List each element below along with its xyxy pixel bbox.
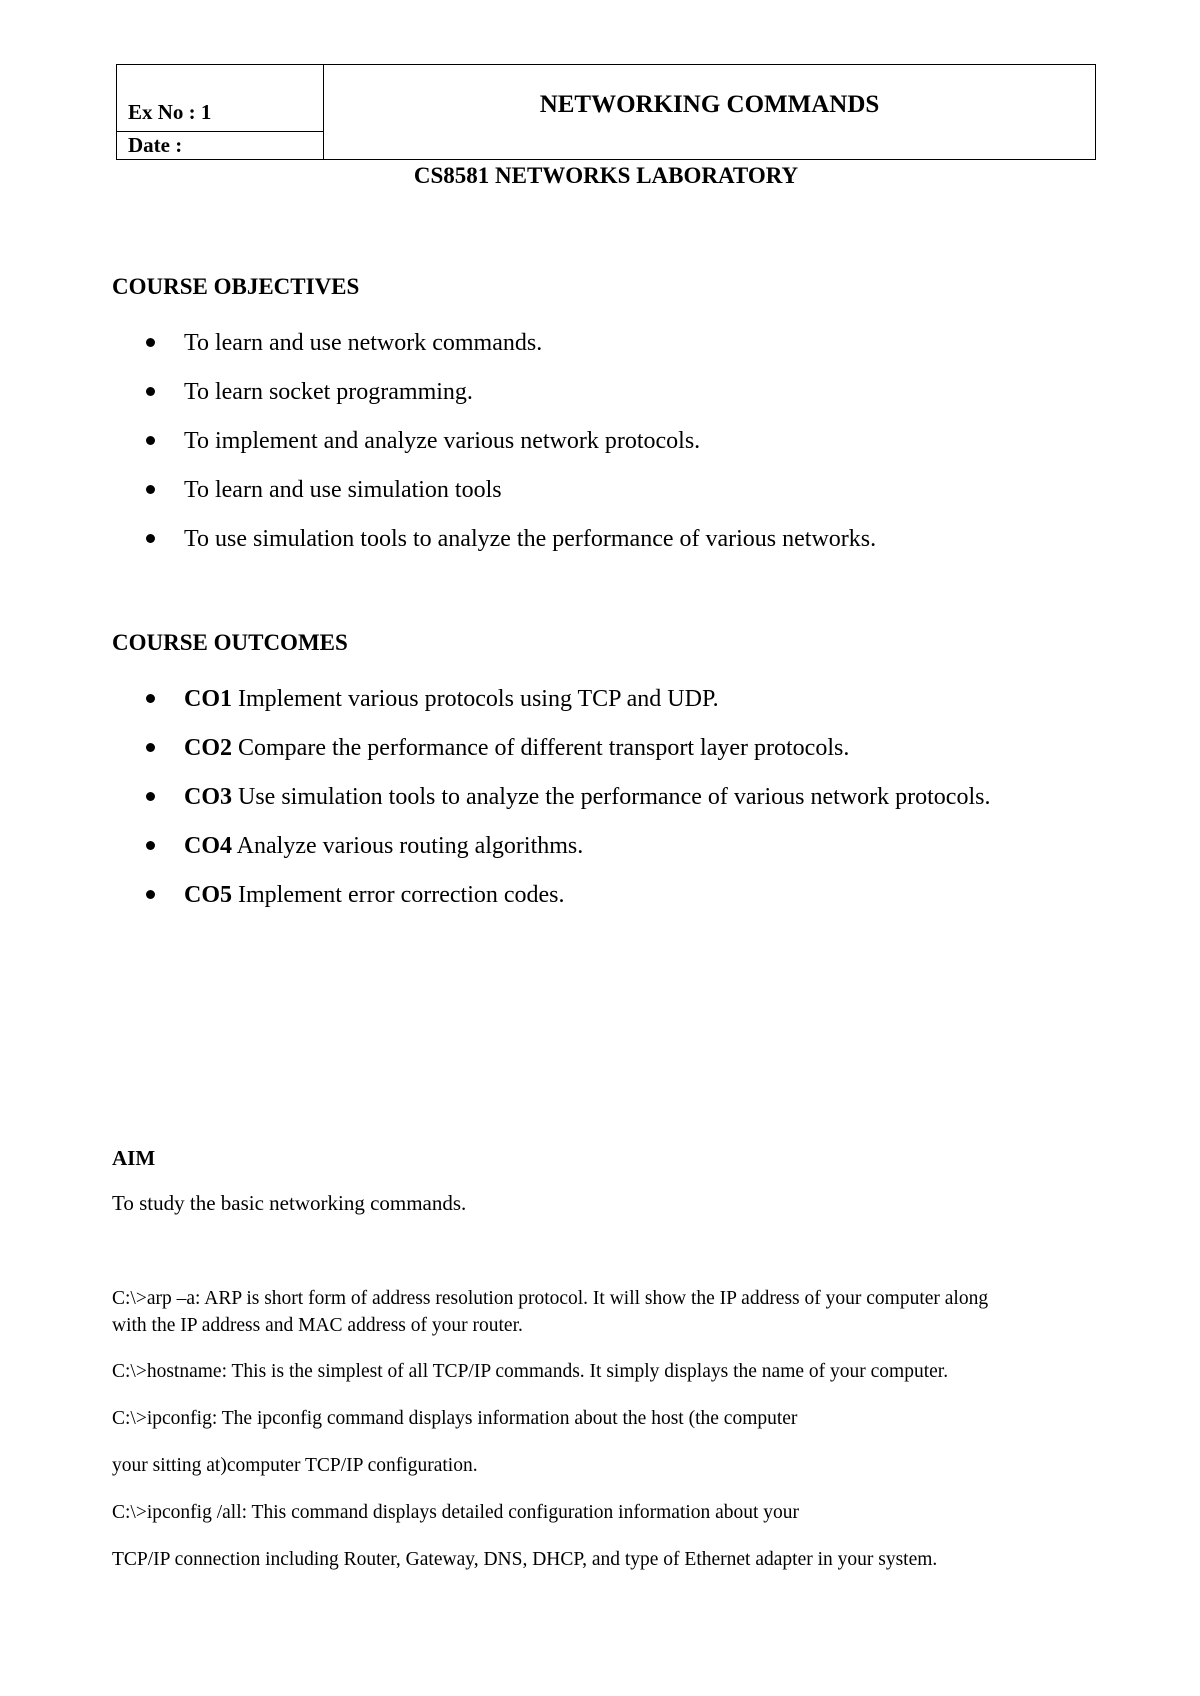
list-item bbox=[112, 733, 990, 782]
list-item bbox=[112, 328, 876, 377]
outcome-code: CO2 bbox=[184, 735, 232, 761]
bullet-icon bbox=[146, 436, 155, 445]
lab-title: CS8581 NETWORKS LABORATORY bbox=[413, 163, 799, 188]
objective-text: To use simulation tools to analyze the performance of various networks. bbox=[184, 526, 877, 552]
bullet-icon bbox=[146, 694, 155, 703]
outcome-text: Implement various protocols using TCP and UDP. bbox=[232, 686, 719, 712]
objective-text: To implement and analyze various network protocols. bbox=[184, 428, 701, 454]
header-left-column bbox=[117, 65, 324, 159]
bullet-icon bbox=[146, 890, 155, 899]
exercise-title: NETWORKING COMMANDS bbox=[539, 91, 880, 118]
objective-text: To learn and use network commands. bbox=[184, 330, 543, 356]
list-item bbox=[112, 475, 876, 524]
list-item bbox=[112, 831, 990, 880]
list-item bbox=[112, 377, 876, 426]
bullet-icon bbox=[146, 485, 155, 494]
list-item bbox=[112, 880, 990, 929]
objectives-list bbox=[112, 328, 876, 573]
objective-text: To learn socket programming. bbox=[184, 379, 473, 405]
aim-text: To study the basic networking commands. bbox=[112, 1191, 467, 1215]
outcome-text: Implement error correction codes. bbox=[232, 882, 565, 908]
hostname-command-description: C:\>hostname: This is the simplest of all TCP/IP commands. It simply displays the name of your computer. bbox=[112, 1361, 949, 1382]
objective-text: To learn and use simulation tools bbox=[184, 477, 502, 503]
ipconfig-all-line-2: TCP/IP connection including Router, Gateway, DNS, DHCP, and type of Ethernet adapter in your system. bbox=[112, 1549, 938, 1570]
outcome-text: Analyze various routing algorithms. bbox=[232, 833, 584, 859]
exercise-date: Date : bbox=[128, 133, 183, 157]
bullet-icon bbox=[146, 841, 155, 850]
outcome-text: Compare the performance of different transport layer protocols. bbox=[232, 735, 850, 761]
list-item bbox=[112, 524, 876, 573]
objectives-heading: COURSE OBJECTIVES bbox=[112, 274, 360, 299]
outcome-code: CO4 bbox=[184, 833, 232, 859]
bullet-icon bbox=[146, 743, 155, 752]
outcome-text: Use simulation tools to analyze the performance of various network protocols. bbox=[232, 784, 991, 810]
list-item bbox=[112, 684, 990, 733]
outcome-code: CO3 bbox=[184, 784, 232, 810]
outcome-code: CO1 bbox=[184, 686, 232, 712]
list-item bbox=[112, 782, 990, 831]
outcome-code: CO5 bbox=[184, 882, 232, 908]
bullet-icon bbox=[146, 792, 155, 801]
header-table bbox=[116, 64, 1096, 160]
aim-heading: AIM bbox=[112, 1146, 156, 1170]
arp-command-description bbox=[112, 1285, 988, 1339]
arp-line-2: with the IP address and MAC address of your router. bbox=[112, 1315, 523, 1336]
bullet-icon bbox=[146, 338, 155, 347]
outcomes-heading: COURSE OUTCOMES bbox=[112, 630, 348, 655]
outcomes-list bbox=[112, 684, 990, 929]
list-item bbox=[112, 426, 876, 475]
ipconfig-all-line-1: C:\>ipconfig /all: This command displays detailed configuration information about your bbox=[112, 1502, 800, 1523]
ipconfig-line-1: C:\>ipconfig: The ipconfig command displays information about the host (the computer bbox=[112, 1408, 798, 1429]
arp-line-1: C:\>arp –a: ARP is short form of address resolution protocol. It will show the IP address of your computer along bbox=[112, 1288, 989, 1309]
bullet-icon bbox=[146, 534, 155, 543]
exercise-number: Ex No : 1 bbox=[117, 65, 323, 132]
bullet-icon bbox=[146, 387, 155, 396]
ipconfig-line-2: your sitting at)computer TCP/IP configuration. bbox=[112, 1455, 478, 1476]
